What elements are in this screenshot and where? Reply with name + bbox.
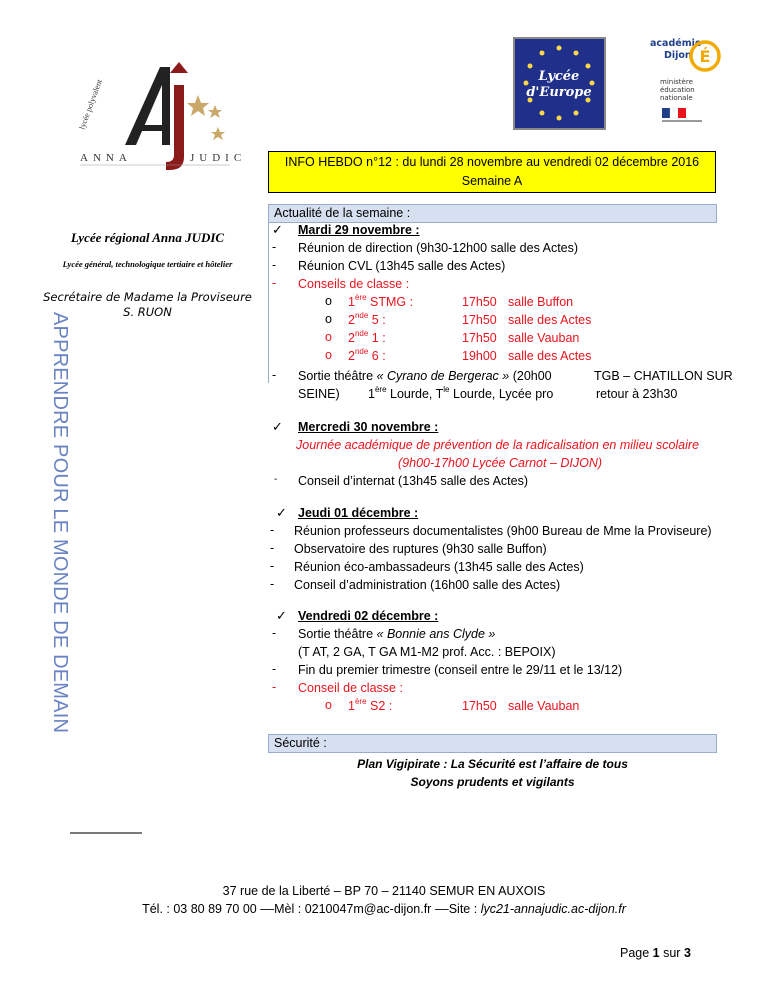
day-title-mercredi: Mercredi 30 novembre : <box>298 420 439 434</box>
check-icon: ✓ <box>276 608 287 623</box>
day-title-vendredi: Vendredi 02 décembre : <box>298 609 439 623</box>
dash-bullet: - <box>272 680 277 694</box>
jeudi-item: Réunion éco-ambassadeurs (13h45 salle des Actes) <box>294 560 584 574</box>
class-row-label: 2nde 5 : <box>348 310 386 327</box>
dash-bullet: - <box>272 626 277 640</box>
europe-logo-line2: d'Europe <box>526 85 592 100</box>
mercredi-red-line1: Journée académique de prévention de la radicalisation en milieu scolaire <box>296 438 700 452</box>
info-hebdo-title: INFO HEBDO n°12 : du lundi 28 novembre au vendredi 02 décembre 2016 <box>284 155 700 169</box>
check-icon: ✓ <box>272 222 283 237</box>
svg-text:É: É <box>699 47 711 66</box>
dash-bullet: - <box>272 368 277 382</box>
jeudi-item: Conseil d’administration (16h00 salle des Actes) <box>294 578 561 592</box>
secretary-name: S. RUON <box>123 305 172 319</box>
circle-bullet-icon: o <box>325 698 332 712</box>
dash-bullet: - <box>272 240 277 254</box>
dash-bullet: - <box>272 258 277 272</box>
school-logo-graphic <box>70 45 247 175</box>
europe-logo-graphic <box>512 36 607 131</box>
footer-contact: Tél. : 03 80 89 70 00 ––Mèl : 0210047m@ac-dijon.fr ––Site : lyc21-annajudic.ac-dijon.fr <box>142 902 626 916</box>
footer-address: 37 rue de la Liberté – BP 70 – 21140 SEMUR EN AUXOIS <box>222 884 546 898</box>
circle-bullet-icon: o <box>325 312 332 326</box>
securite-line1: Plan Vigipirate : La Sécurité est l’affaire de tous <box>357 757 628 771</box>
vendredi-item-3: Conseil de classe : <box>298 681 403 695</box>
mardi-theatre-line2: SEINE) <box>298 387 340 401</box>
section-border <box>268 223 269 383</box>
vendredi-item-1: Sortie théâtre « Bonnie ans Clyde » <box>298 627 496 641</box>
mardi-theatre-line1: Sortie théâtre « Cyrano de Bergerac » (20h00 <box>298 369 552 383</box>
academie-line2: Dijon <box>664 50 692 61</box>
section-securite-header: Sécurité : <box>268 734 717 753</box>
mardi-theatre-location: TGB – CHATILLON SUR <box>594 369 733 383</box>
info-hebdo-week: Semaine A <box>461 174 523 188</box>
page-number: Page 1 sur 3 <box>620 946 691 960</box>
vendredi-item-2: Fin du premier trimestre (conseil entre le 29/11 et le 13/12) <box>298 663 623 677</box>
mardi-item-3: Conseils de classe : <box>298 277 410 291</box>
slogan-text: APPRENDRE POUR LE MONDE DE DEMAIN <box>49 312 71 734</box>
school-logo-arc-text: lycée polyvalent <box>77 78 104 131</box>
class-row-label: 1ère S2 : <box>348 696 393 713</box>
school-type: Lycée général, technologique tertiaire et hôtelier <box>62 259 233 269</box>
academie-logo-graphic <box>650 32 720 132</box>
class-row-room: salle des Actes <box>508 349 592 363</box>
dash-bullet: - <box>270 541 275 555</box>
mardi-theatre-classes: 1ère Lourde, $T^{le}$ Lourde, Lycée pro <box>368 384 554 401</box>
mardi-item-1: Réunion de direction (9h30-12h00 salle des Actes) <box>298 241 579 255</box>
class-row-time: 17h50 <box>462 699 497 713</box>
school-logo <box>70 45 247 175</box>
info-hebdo-box <box>268 151 716 193</box>
class-row-label: 1ère STMG : <box>348 292 414 309</box>
ministere-line1: ministère <box>660 78 693 86</box>
class-row-time: 19h00 <box>462 349 497 363</box>
dash-bullet: - <box>272 662 277 676</box>
securite-line2: Soyons prudents et vigilants <box>410 775 575 789</box>
mardi-theatre-return: retour à 23h30 <box>596 387 678 401</box>
mardi-item-2: Réunion CVL (13h45 salle des Actes) <box>298 259 506 273</box>
class-row-time: 17h50 <box>462 295 497 309</box>
section-actualite-header: Actualité de la semaine : <box>268 204 717 223</box>
dash-bullet: - <box>272 276 277 290</box>
academie-logo <box>650 32 720 132</box>
jeudi-item: Réunion professeurs documentalistes (9h00 Bureau de Mme la Proviseure) <box>294 524 712 538</box>
dash-bullet: - <box>274 474 278 485</box>
circle-bullet-icon: o <box>325 348 332 362</box>
check-icon: ✓ <box>272 419 283 434</box>
day-title-mardi: Mardi 29 novembre : <box>298 223 420 237</box>
academie-line1: académie <box>650 38 702 49</box>
class-row-room: salle Vauban <box>508 699 580 713</box>
dash-bullet: - <box>270 577 275 591</box>
class-row-time: 17h50 <box>462 313 497 327</box>
jeudi-item: Observatoire des ruptures (9h30 salle Buffon) <box>294 542 547 556</box>
school-logo-name-right: JUDIC <box>190 152 247 164</box>
class-row-label: 2nde 6 : <box>348 346 386 363</box>
day-title-jeudi: Jeudi 01 décembre : <box>298 506 419 520</box>
vendredi-item-1-detail: (T AT, 2 GA, T GA M1-M2 prof. Acc. : BEPOIX) <box>298 645 556 659</box>
class-row-time: 17h50 <box>462 331 497 345</box>
dash-bullet: - <box>270 523 275 537</box>
class-row-room: salle Vauban <box>508 331 580 345</box>
class-row-label: 2nde 1 : <box>348 328 386 345</box>
ministere-line3: nationale <box>660 94 693 102</box>
mercredi-red-line2: (9h00-17h00 Lycée Carnot – DIJON) <box>398 456 603 470</box>
secretary-title: Secrétaire de Madame la Proviseure <box>43 290 252 304</box>
ministere-line2: éducation <box>660 86 695 94</box>
class-row-room: salle des Actes <box>508 313 592 327</box>
footer-site-link[interactable]: lyc21-annajudic.ac-dijon.fr <box>480 902 626 916</box>
decorative-divider <box>70 832 142 834</box>
check-icon: ✓ <box>276 505 287 520</box>
circle-bullet-icon: o <box>325 294 332 308</box>
mercredi-item-1: Conseil d’internat (13h45 salle des Actes) <box>298 474 528 488</box>
dash-bullet: - <box>270 559 275 573</box>
circle-bullet-icon: o <box>325 330 332 344</box>
europe-logo <box>512 36 607 131</box>
europe-logo-line1: Lycée <box>538 69 580 84</box>
school-logo-name-left: ANNA <box>80 152 132 164</box>
class-row-room: salle Buffon <box>508 295 574 309</box>
slogan <box>48 312 72 762</box>
school-name: Lycée régional Anna JUDIC <box>70 230 225 245</box>
